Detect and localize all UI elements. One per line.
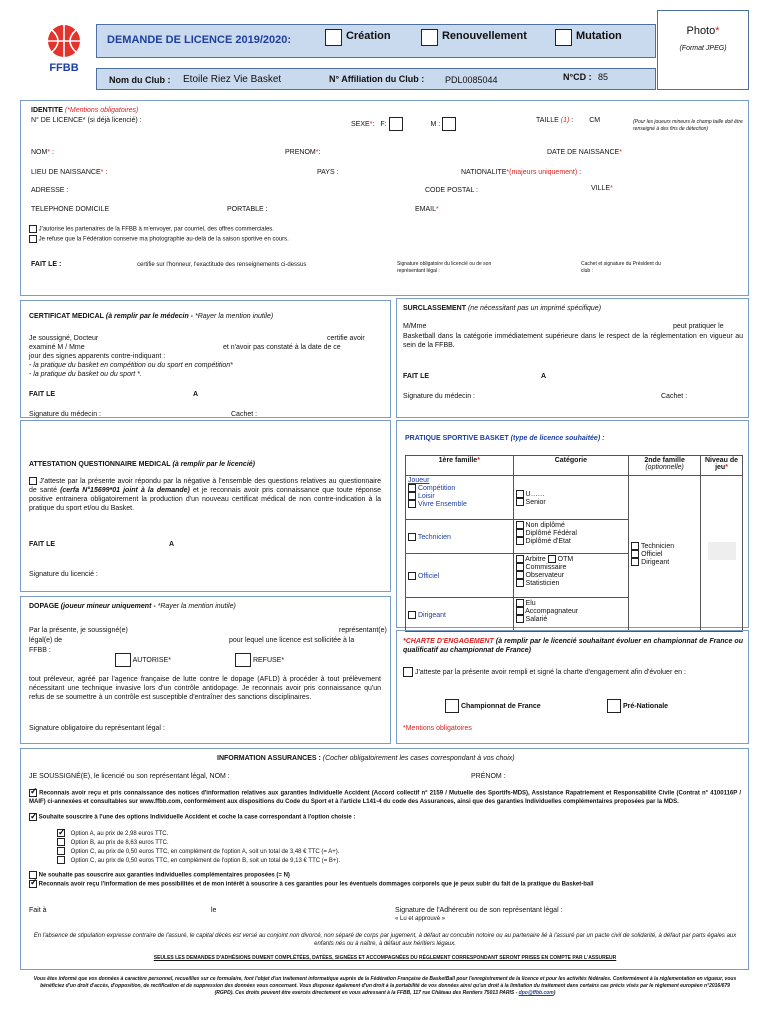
charte-note: (à remplir par le licencié souhaitant évoluer en championnat de France ou qualificatif au championnat de France) <box>403 638 743 654</box>
photo-box[interactable] <box>657 10 749 90</box>
certificat-line2b: et n'avoir pas constaté à la date de ce <box>223 344 341 351</box>
club-value[interactable]: Etoile Riez Vie Basket <box>183 74 282 85</box>
option-a-checkbox[interactable] <box>57 829 65 837</box>
questionnaire-a: A <box>169 541 175 548</box>
footer-rgpd: Vous êtes informé que vos données à caractère personnel, recueillies sur ce formulaire, font l'objet d'un traitement informatique auprès de la Fédération Française de BasketBall pour l'enregistrement de la licence et pour les activités fédérales. Conformément à la réglementation en vigueur, vous bénéficiez d'un droit d'accès, d'opposition, de rectification et de suppression des données vous concernant. Vous disposez également d'un droit à la portabilité de vos données ainsi qu'un droit à la limitation du traitement dans certains cas précis visés par le règlement européen n°2016/679 (RGPD). Ces droits peuvent être exercés directement en vous adressant à la FFBB, 117 rue Château des Rentiers 75013 PARIS - dpo@ffbb.com) <box>33 976 737 996</box>
certificat-fait-le: FAIT LE <box>29 391 56 398</box>
licence-no-label: N° DE LICENCE* (si déjà licencié) : <box>31 117 142 124</box>
dopage-sig: Signature obligatoire du représentant légal : <box>29 725 165 732</box>
certificat-line2: examiné M / Mme <box>29 344 85 351</box>
ffbb-logo <box>42 22 86 74</box>
photo-format: (Format JPEG) <box>679 45 727 52</box>
surclassement-sig-medecin: Signature du médecin : <box>403 393 475 400</box>
joueur-label: Joueur <box>408 477 430 484</box>
option-c2-checkbox[interactable] <box>57 856 65 864</box>
u-checkbox[interactable] <box>516 490 524 498</box>
championnat-france-checkbox[interactable] <box>445 699 459 713</box>
photo-star: * <box>715 25 720 37</box>
surclassement-line2: Basketball dans la catégorie immédiatement supérieure dans le respect de la réglementation en vigueur au sein de la FFBB. <box>403 333 743 349</box>
charte-text-block <box>403 667 743 677</box>
surclassement-line1b: peut pratiquer le <box>673 323 724 330</box>
taille-label: TAILLE <box>536 117 559 124</box>
championnat-france-option[interactable] <box>445 699 541 713</box>
accompagnateur-checkbox[interactable] <box>516 607 524 615</box>
statisticien-label: Statisticien <box>525 579 560 587</box>
renouvellement-checkbox[interactable] <box>421 29 438 46</box>
questionnaire-title: ATTESTATION QUESTIONNAIRE MEDICAL <box>29 461 171 468</box>
taille-note: (Pour les joueurs mineurs le champ taille doit être renseigné à des fins de détection) <box>633 119 743 132</box>
assurance-p4-checkbox[interactable] <box>29 880 37 888</box>
assurance-p3-block <box>29 871 290 879</box>
ville-label: VILLE <box>591 185 611 192</box>
assurance-section <box>20 748 749 970</box>
certificat-title: CERTIFICAT MEDICAL <box>29 313 104 320</box>
refuse-checkbox[interactable] <box>235 653 251 667</box>
title-bar <box>96 24 656 58</box>
col-famille1: 1ère famille <box>438 457 478 464</box>
certificat-bullet1: - la pratique du basket en compétition ou du sport en compétition* <box>29 362 233 369</box>
surclassement-fait-le: FAIT LE <box>403 373 430 380</box>
pre-nationale-option[interactable] <box>607 699 668 713</box>
email-label: EMAIL <box>415 206 437 213</box>
cachet-president-label: Cachet et signature du Président du club : <box>581 261 661 274</box>
certifie-text: certifie sur l'honneur, l'exactitude des renseignements ci-dessus <box>137 262 307 268</box>
assurance-seules: SEULES LES DEMANDES D'ADHÉSIONS DUMENT COMPLÉTÉES, DATÉES, SIGNÉES ET ACCOMPAGNÉES DU RÈGLEMENT CORRESPONDANT SERONT PRISES EN COMPTE PAR L'ASSUREUR <box>153 955 617 961</box>
certificat-section <box>20 300 391 418</box>
diplome-etat-label: Diplômé d'Etat <box>525 537 571 545</box>
creation-label: Création <box>345 30 391 43</box>
option-c2-label: Option C, au prix de 0,50 euros TTC, en complément de l'option B, soit un total de 9,13 € TTC (= B+). <box>70 857 341 864</box>
certificat-a: A <box>193 391 199 398</box>
dopage-note: (joueur mineur uniquement - <box>60 603 156 610</box>
date-naissance-label: DATE DE NAISSANCE <box>547 149 620 156</box>
accompagnateur-label: Accompagnateur <box>525 607 579 615</box>
mutation-option[interactable] <box>555 29 622 46</box>
vivre-ensemble-label: Vivre Ensemble <box>417 500 467 508</box>
technicien-label: Technicien <box>417 533 451 541</box>
photo-label: Photo <box>686 25 716 37</box>
club-bar <box>96 68 656 90</box>
option-b-checkbox[interactable] <box>57 838 65 846</box>
charte-text: J'atteste par la présente avoir rempli et signé la charte d'engagement afin d'évoluer en : <box>414 668 686 676</box>
col-niveau: Niveau de jeu* <box>701 456 743 476</box>
pays-label: PAYS : <box>317 169 339 176</box>
diplome-federal-checkbox[interactable] <box>516 529 524 537</box>
u-label: U…… <box>525 490 545 498</box>
assurance-p1: Reconnais avoir reçu et pris connaissance des notices d'information relatives aux garanties Individuelle Accident (Accord collectif n° 2159 / Mutuelle des Sportifs-MDS), Assistance Rapatriement et Responsabilité Civile (Contrat n° 4100116P / MAIF) ci-annexées et consultables sur www.ffbb.com, conformément aux dispositions du Code du Sport et à l'article L141-4 du code des Assurances, ainsi que des garanties Individuelles complémentaires proposées par la MDS. <box>29 790 741 805</box>
f2-officiel-label: Officiel <box>641 550 663 558</box>
creation-checkbox[interactable] <box>325 29 342 46</box>
dopage-section <box>20 596 391 744</box>
affiliation-value[interactable]: PDL0085044 <box>445 75 498 85</box>
dirigeant-label: Dirigeant <box>417 611 446 619</box>
questionnaire-note: (à remplir par le licencié) <box>172 461 255 468</box>
col-famille2: 2nde famille (optionnelle) <box>629 456 701 476</box>
col-categorie: Catégorie <box>513 456 629 476</box>
assurance-p4: Reconnais avoir reçu l'information de mes possibilités et de mon intérêt à souscrire à ces garanties pour les éventuels dommages corporels que je peux subir du fait de la pratique du Basket-ball <box>38 881 594 888</box>
sexe-label: SEXE <box>351 120 370 128</box>
questionnaire-checkbox[interactable] <box>29 477 37 485</box>
observateur-checkbox[interactable] <box>516 571 524 579</box>
form-title: DEMANDE DE LICENCE 2019/2020: <box>107 34 292 46</box>
assurance-p2: Souhaite souscrire à l'une des options Individuelle Accident et coche la case correspondant à l'option choisie : <box>38 814 356 821</box>
salarie-checkbox[interactable] <box>516 615 524 623</box>
taille-unit: CM <box>589 117 601 124</box>
surclassement-note: (ne nécessitant pas un imprimé spécifique) <box>467 305 602 312</box>
commissaire-label: Commissaire <box>525 563 567 571</box>
charte-title: *CHARTE D'ENGAGEMENT <box>403 638 494 645</box>
assurance-sig: Signature de l'Adhérent ou de son représentant légal : <box>395 907 563 914</box>
autorise-option[interactable] <box>115 653 171 667</box>
surclassement-title: SURCLASSEMENT <box>403 305 467 312</box>
certificat-line1b: certifie avoir <box>327 335 365 342</box>
officiel-label: Officiel <box>417 572 440 580</box>
otm-checkbox[interactable] <box>548 555 556 563</box>
dopage-note2: *Rayer la mention inutile) <box>157 603 236 610</box>
code-postal-label: CODE POSTAL : <box>425 187 478 194</box>
vivre-ensemble-checkbox[interactable] <box>408 500 416 508</box>
charte-heading <box>403 637 743 655</box>
surclassement-a: A <box>541 373 547 380</box>
affiliation-label: N° Affiliation du Club : <box>329 74 425 84</box>
pre-nationale-label: Pré-Nationale <box>622 702 669 710</box>
assurance-p2-block <box>29 813 355 821</box>
cd-value[interactable]: 85 <box>598 72 609 82</box>
championnat-france-label: Championnat de France <box>460 702 541 710</box>
consent-partners-label: J'autorise les partenaires de la FFBB à m'envoyer, par courriel, des offres commerciales. <box>38 226 274 233</box>
statisticien-checkbox[interactable] <box>516 579 524 587</box>
questionnaire-section <box>20 420 391 592</box>
diplome-federal-label: Diplômé Fédéral <box>525 529 577 537</box>
assurance-soussigne: JE SOUSSIGNÉ(E), le licencié ou son représentant légal, NOM : <box>29 773 230 780</box>
mutation-checkbox[interactable] <box>555 29 572 46</box>
signature-licencie-label: Signature obligatoire du licencié ou de son représentant légal : <box>397 261 492 274</box>
senior-checkbox[interactable] <box>516 498 524 506</box>
sexe-m-label: M : <box>430 120 441 128</box>
f2-officiel-checkbox[interactable] <box>631 550 639 558</box>
footer-email-link[interactable]: dpo@ffbb.com <box>518 990 554 996</box>
dopage-title: DOPAGE <box>29 603 59 610</box>
assurance-prenom: PRÉNOM : <box>471 773 506 780</box>
dopage-line1b: représentant(e) <box>339 627 387 634</box>
taille-note-num: (1) <box>560 117 570 124</box>
diplome-etat-checkbox[interactable] <box>516 537 524 545</box>
assurance-p2-checkbox[interactable] <box>29 813 37 821</box>
dopage-line1: Par la présente, je soussigné(e) <box>29 627 128 634</box>
questionnaire-fait-le: FAIT LE <box>29 541 56 548</box>
niveau-field[interactable] <box>708 542 736 560</box>
officiel-checkbox[interactable] <box>408 572 416 580</box>
creation-option[interactable] <box>325 29 391 46</box>
dopage-line2b: pour lequel une licence est sollicitée à la <box>229 637 355 644</box>
adresse-label: ADRESSE : <box>31 187 69 194</box>
assurance-title: INFORMATION ASSURANCES : <box>217 755 321 762</box>
nationalite-note: (majeurs uniquement) <box>509 169 578 176</box>
identite-note: (*Mentions obligatoires) <box>64 107 139 114</box>
dopage-line3: FFBB : <box>29 647 51 654</box>
option-c1-checkbox[interactable] <box>57 847 65 855</box>
sexe-f-label: F: <box>380 120 387 128</box>
commissaire-checkbox[interactable] <box>516 563 524 571</box>
loisir-checkbox[interactable] <box>408 492 416 500</box>
f2-dirigeant-label: Dirigeant <box>641 558 670 566</box>
assurance-p1-block <box>29 789 741 806</box>
pratique-note: (type de licence souhaitée) : <box>510 435 605 442</box>
renouvellement-option[interactable] <box>421 29 527 46</box>
certificat-line1: Je soussigné, Docteur <box>29 335 99 342</box>
mutation-label: Mutation <box>575 30 622 43</box>
questionnaire-sig: Signature du licencié : <box>29 571 98 578</box>
non-diplome-label: Non diplômé <box>525 521 565 529</box>
non-diplome-checkbox[interactable] <box>516 521 524 529</box>
salarie-label: Salarié <box>525 615 548 623</box>
certificat-note: (à remplir par le médecin - <box>105 313 194 320</box>
charte-mentions: *Mentions obligatoires <box>403 725 472 732</box>
charte-checkbox[interactable] <box>403 667 413 677</box>
certificat-bullet2: - la pratique du basket ou du sport *. <box>29 371 142 378</box>
logo-text: FFBB <box>49 62 79 74</box>
prenom-label: PRENOM <box>285 149 316 156</box>
certificat-sig-medecin: Signature du médecin : <box>29 411 101 418</box>
consent-photo-checkbox[interactable] <box>29 235 37 243</box>
certificat-note2: *Rayer la mention inutile) <box>194 313 274 320</box>
elu-label: Elu <box>525 599 536 607</box>
pratique-table: 1ère famille* Catégorie 2nde famille (optionnelle) Niveau de jeu* Joueur Compétition Loisir Vivre Ensemble U…… Senior Technicien Officiel Dirigeant Technicien Non diplômé Diplômé Fédéral Diplômé d'Etat Officiel Arbitre OTM Commissaire Observateur Statisticien Dirigeant Elu Accompagnateur Salarié <box>405 455 743 632</box>
refuse-option[interactable] <box>235 653 284 667</box>
lieu-naissance-label: LIEU DE NAISSANCE <box>31 169 101 176</box>
observateur-label: Observateur <box>525 571 565 579</box>
basketball-icon <box>42 22 86 60</box>
autorise-label: AUTORISE* <box>132 656 171 664</box>
option-c1-label: Option C, au prix de 0,50 euros TTC, en complément de l'option A, soit un total de 3,48 € TTC (= A+). <box>70 848 340 855</box>
identite-fait-le: FAIT LE : <box>31 261 62 268</box>
otm-label: OTM <box>557 555 574 563</box>
arbitre-checkbox[interactable] <box>516 555 524 563</box>
autorise-checkbox[interactable] <box>115 653 131 667</box>
cd-label: N°CD : <box>563 72 592 82</box>
surclassement-line1: M/Mme <box>403 323 427 330</box>
questionnaire-cerfa: (cerfa N°15699*01 joint à la demande) <box>60 487 190 494</box>
arbitre-label: Arbitre <box>525 555 546 563</box>
option-b-label: Option B, au prix de 8,63 euros TTC. <box>70 839 169 846</box>
footer-text: Vous êtes informé que vos données à caractère personnel, recueillies sur ce formulaire, font l'objet d'un traitement informatique auprès de la Fédération Française de BasketBall pour l'enregistrement de la licence et pour les activités fédérales. Conformément à la réglementation en vigueur, vous bénéficiez d'un droit d'accès, d'opposition, de rectification et de suppression des données vous concernant. Vous disposez également d'un droit à la portabilité de vos données ainsi qu'un droit à la limitation du traitement dans certains cas précis visés par le règlement européen n°2016/679 (RGPD). Ces droits peuvent être exercés directement en vous adressant à la FFBB, 117 rue Château des Rentiers 75013 PARIS - <box>33 976 737 996</box>
club-label: Nom du Club : <box>109 75 171 85</box>
refuse-label: REFUSE* <box>252 656 285 664</box>
identite-title: IDENTITE <box>31 107 63 114</box>
identite-section: IDENTITE (*Mentions obligatoires) N° DE LICENCE* (si déjà licencié) : SEXE*: F: M : TAILLE (1) : CM (Pour les joueurs mineurs le champ taille doit être renseigné à des fins de détection) NOM* : PRENOM*: DATE DE NAISSANCE* LIEU DE NAISSANCE* : PAYS : NATIONALITE*(majeurs uniquement) : ADRESSE : CODE POSTAL : VILLE* TELEPHONE DOMICILE PORTABLE : EMAIL* J'autorise les partenaires de la FFBB à m'envoyer, par courriel, des offres commerciales. Je refuse que la Fédération conserve ma photographie au-delà de la saison sportive en cours. FAIT LE : certifie sur l'honneur, l'exactitude des renseignements ci-dessus Signature obligatoire du licencié ou de son représentant légal : Cachet et signature du Président du club : <box>20 100 749 296</box>
pre-nationale-checkbox[interactable] <box>607 699 621 713</box>
assurance-note: (Cocher obligatoirement les cases correspondant à vos choix) <box>322 755 515 762</box>
loisir-label: Loisir <box>417 492 435 500</box>
dopage-text: tout préleveur, agréé par l'agence française de lutte contre le dopage (AFLD) à procéder à tout prélèvement nécessitant une technique invasive lors d'un contrôle antidopage. Je reconnais avoir pris connaissance qu'un refus de se soumettre à un contrôle est susceptible d'entraîner des sanctions disciplinaires. <box>29 676 381 701</box>
questionnaire-text: J'atteste par la présente avoir répondu par la négative à l'ensemble des questions relatives au questionnaire de santé (cerfa N°15699*01 joint à la demande) et je reconnais avoir pris connaissance que toute réponse positive entrainera obligatoirement la production d'un nouveau certificat médical de non contre-indication à la pratique du sport et/ou du Basket. <box>29 478 381 512</box>
assurance-p4-block <box>29 880 741 889</box>
consent-photo-label: Je refuse que la Fédération conserve ma photographie au-delà de la saison sportive en cours. <box>38 236 289 243</box>
dirigeant-checkbox[interactable] <box>408 611 416 619</box>
assurance-absence: En l'absence de stipulation expresse contraire de l'assuré, le capital décès est versé au conjoint non divorcé, non séparé de corps par jugement, à défaut au concubin notoire ou au partenaire lié à l'assuré par un pacte civil de solidarité, à défaut par parts égales aux enfants nés ou à naître, à défaut aux héritiers légaux. <box>33 933 737 947</box>
nom-label: NOM <box>31 149 48 156</box>
sexe-m-checkbox[interactable] <box>442 117 456 131</box>
assurance-fait-a: Fait à <box>29 907 47 914</box>
assurance-le: le <box>211 907 217 914</box>
technicien-checkbox[interactable] <box>408 533 416 541</box>
certificat-line3: jour des signes apparents contre-indiquant : <box>29 353 166 360</box>
elu-checkbox[interactable] <box>516 599 524 607</box>
option-a-label: Option A, au prix de 2,98 euros TTC. <box>70 830 169 837</box>
f2-dirigeant-checkbox[interactable] <box>631 558 639 566</box>
certificat-cachet: Cachet : <box>231 411 258 418</box>
senior-label: Senior <box>525 498 546 506</box>
competition-checkbox[interactable] <box>408 484 416 492</box>
competition-label: Compétition <box>417 484 456 492</box>
consent-partners-checkbox[interactable] <box>29 225 37 233</box>
surclassement-cachet: Cachet : <box>661 393 688 400</box>
assurance-p3: Ne souhaite pas souscrire aux garanties individuelles complémentaires proposées (= N) <box>38 872 290 879</box>
nationalite-label: NATIONALITE <box>461 169 507 176</box>
joueur-cell <box>406 476 514 520</box>
dopage-line2: légal(e) de <box>29 637 63 644</box>
portable-label: PORTABLE : <box>227 206 268 213</box>
assurance-p1-checkbox[interactable] <box>29 789 37 797</box>
f2-technicien-checkbox[interactable] <box>631 542 639 550</box>
renouvellement-label: Renouvellement <box>441 30 527 43</box>
tel-domicile-label: TELEPHONE DOMICILE <box>31 206 110 213</box>
f2-technicien-label: Technicien <box>641 542 675 550</box>
surclassement-section <box>396 298 749 418</box>
charte-section <box>396 630 749 744</box>
assurance-lu: « Lu et approuvé » <box>395 916 446 922</box>
sexe-f-checkbox[interactable] <box>389 117 403 131</box>
pratique-title: PRATIQUE SPORTIVE BASKET <box>405 435 509 442</box>
pratique-section <box>396 420 749 628</box>
